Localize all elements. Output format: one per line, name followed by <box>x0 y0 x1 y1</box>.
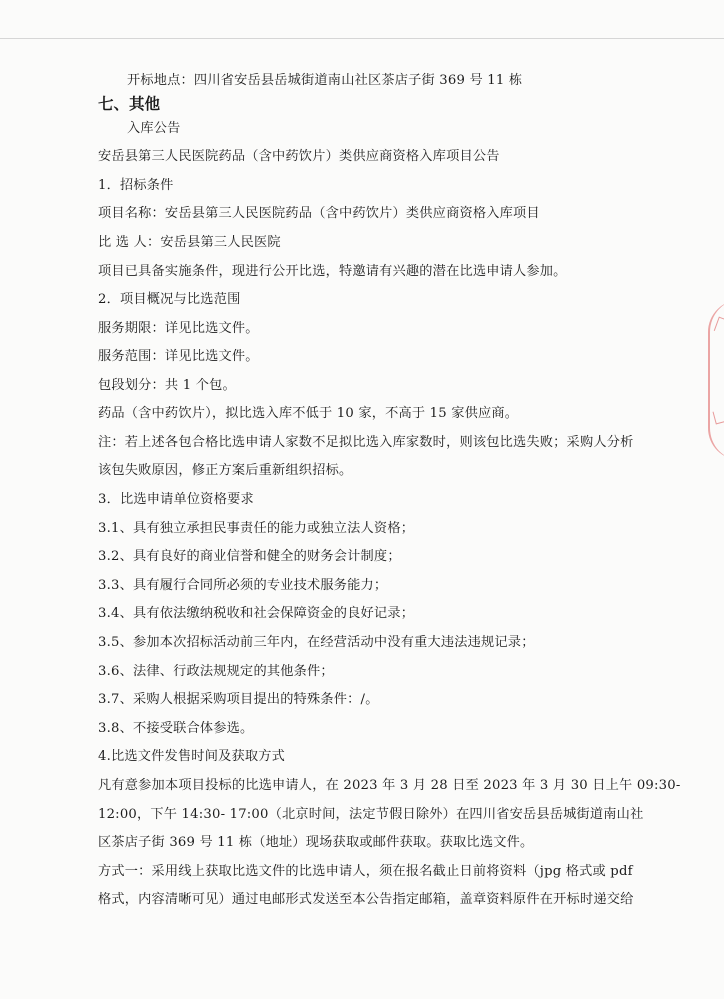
requirement-3-4: 3.4、具有依法缴纳税收和社会保障资金的良好记录； <box>98 606 415 621</box>
page-top-rule <box>0 38 724 39</box>
announcement-title: 安岳县第三人民医院药品（含中药饮片）类供应商资格入库项目公告 <box>98 149 500 164</box>
project-name: 项目名称：安岳县第三人民医院药品（含中药饮片）类供应商资格入库项目 <box>98 206 540 221</box>
method-one-line-2: 格式，内容清晰可见）通过电邮形式发送至本公告指定邮箱，盖章资料原件在开标时递交给 <box>98 892 634 907</box>
package-division: 包段划分：共 1 个包。 <box>98 378 236 393</box>
section-2-heading: 2．项目概况与比选范围 <box>98 292 241 307</box>
requirement-3-3: 3.3、具有履行合同所必须的专业技术服务能力； <box>98 578 388 593</box>
red-seal-stamp-fragment <box>708 300 724 460</box>
requirement-3-8: 3.8、不接受联合体参选。 <box>98 721 254 736</box>
method-one-line-1: 方式一：采用线上获取比选文件的比选申请人，须在报名截止日前将资料（jpg 格式或 pdf <box>98 864 633 879</box>
requirement-3-2: 3.2、具有良好的商业信誉和健全的财务会计制度； <box>98 549 401 564</box>
sale-time-line-2: 12:00，下午 14:30- 17:00（北京时间，法定节假日除外）在四川省安岳县岳城街道南山社 <box>98 807 644 822</box>
announcement-label: 入库公告 <box>127 121 181 136</box>
requirement-3-5: 3.5、参加本次招标活动前三年内，在经营活动中没有重大违法违规记录； <box>98 635 535 650</box>
section-3-heading: 3．比选申请单位资格要求 <box>98 492 254 507</box>
bid-opening-location: 开标地点：四川省安岳县岳城街道南山社区茶店子街 369 号 11 栋 <box>127 73 523 88</box>
sale-time-line-1: 凡有意参加本项目投标的比选申请人，在 2023 年 3 月 28 日至 2023 年 3 月 30 日上午 09:30- <box>98 778 681 793</box>
requirement-3-7: 3.7、采购人根据采购项目提出的特殊条件：/。 <box>98 692 379 707</box>
note-line-1: 注：若上述各包合格比选申请人家数不足拟比选入库家数时，则该包比选失败；采购人分析 <box>98 435 634 450</box>
service-scope: 服务范围：详见比选文件。 <box>98 349 259 364</box>
service-period: 服务期限：详见比选文件。 <box>98 321 259 336</box>
requirement-3-6: 3.6、法律、行政法规规定的其他条件； <box>98 664 334 679</box>
invitation-paragraph: 项目已具备实施条件，现进行公开比选，特邀请有兴趣的潜在比选申请人参加。 <box>98 264 567 279</box>
requirement-3-1: 3.1、具有独立承担民事责任的能力或独立法人资格； <box>98 521 415 536</box>
section-heading-other: 七、其他 <box>98 95 161 113</box>
selector-name: 比 选 人：安岳县第三人民医院 <box>98 235 281 250</box>
section-4-heading: 4.比选文件发售时间及获取方式 <box>98 749 286 764</box>
supplier-quota: 药品（含中药饮片），拟比选入库不低于 10 家，不高于 15 家供应商。 <box>98 406 519 421</box>
note-line-2: 该包失败原因，修正方案后重新组织招标。 <box>98 463 353 478</box>
section-1-heading: 1．招标条件 <box>98 178 174 193</box>
sale-time-line-3: 区茶店子街 369 号 11 栋（地址）现场获取或邮件获取。获取比选文件。 <box>98 835 534 850</box>
